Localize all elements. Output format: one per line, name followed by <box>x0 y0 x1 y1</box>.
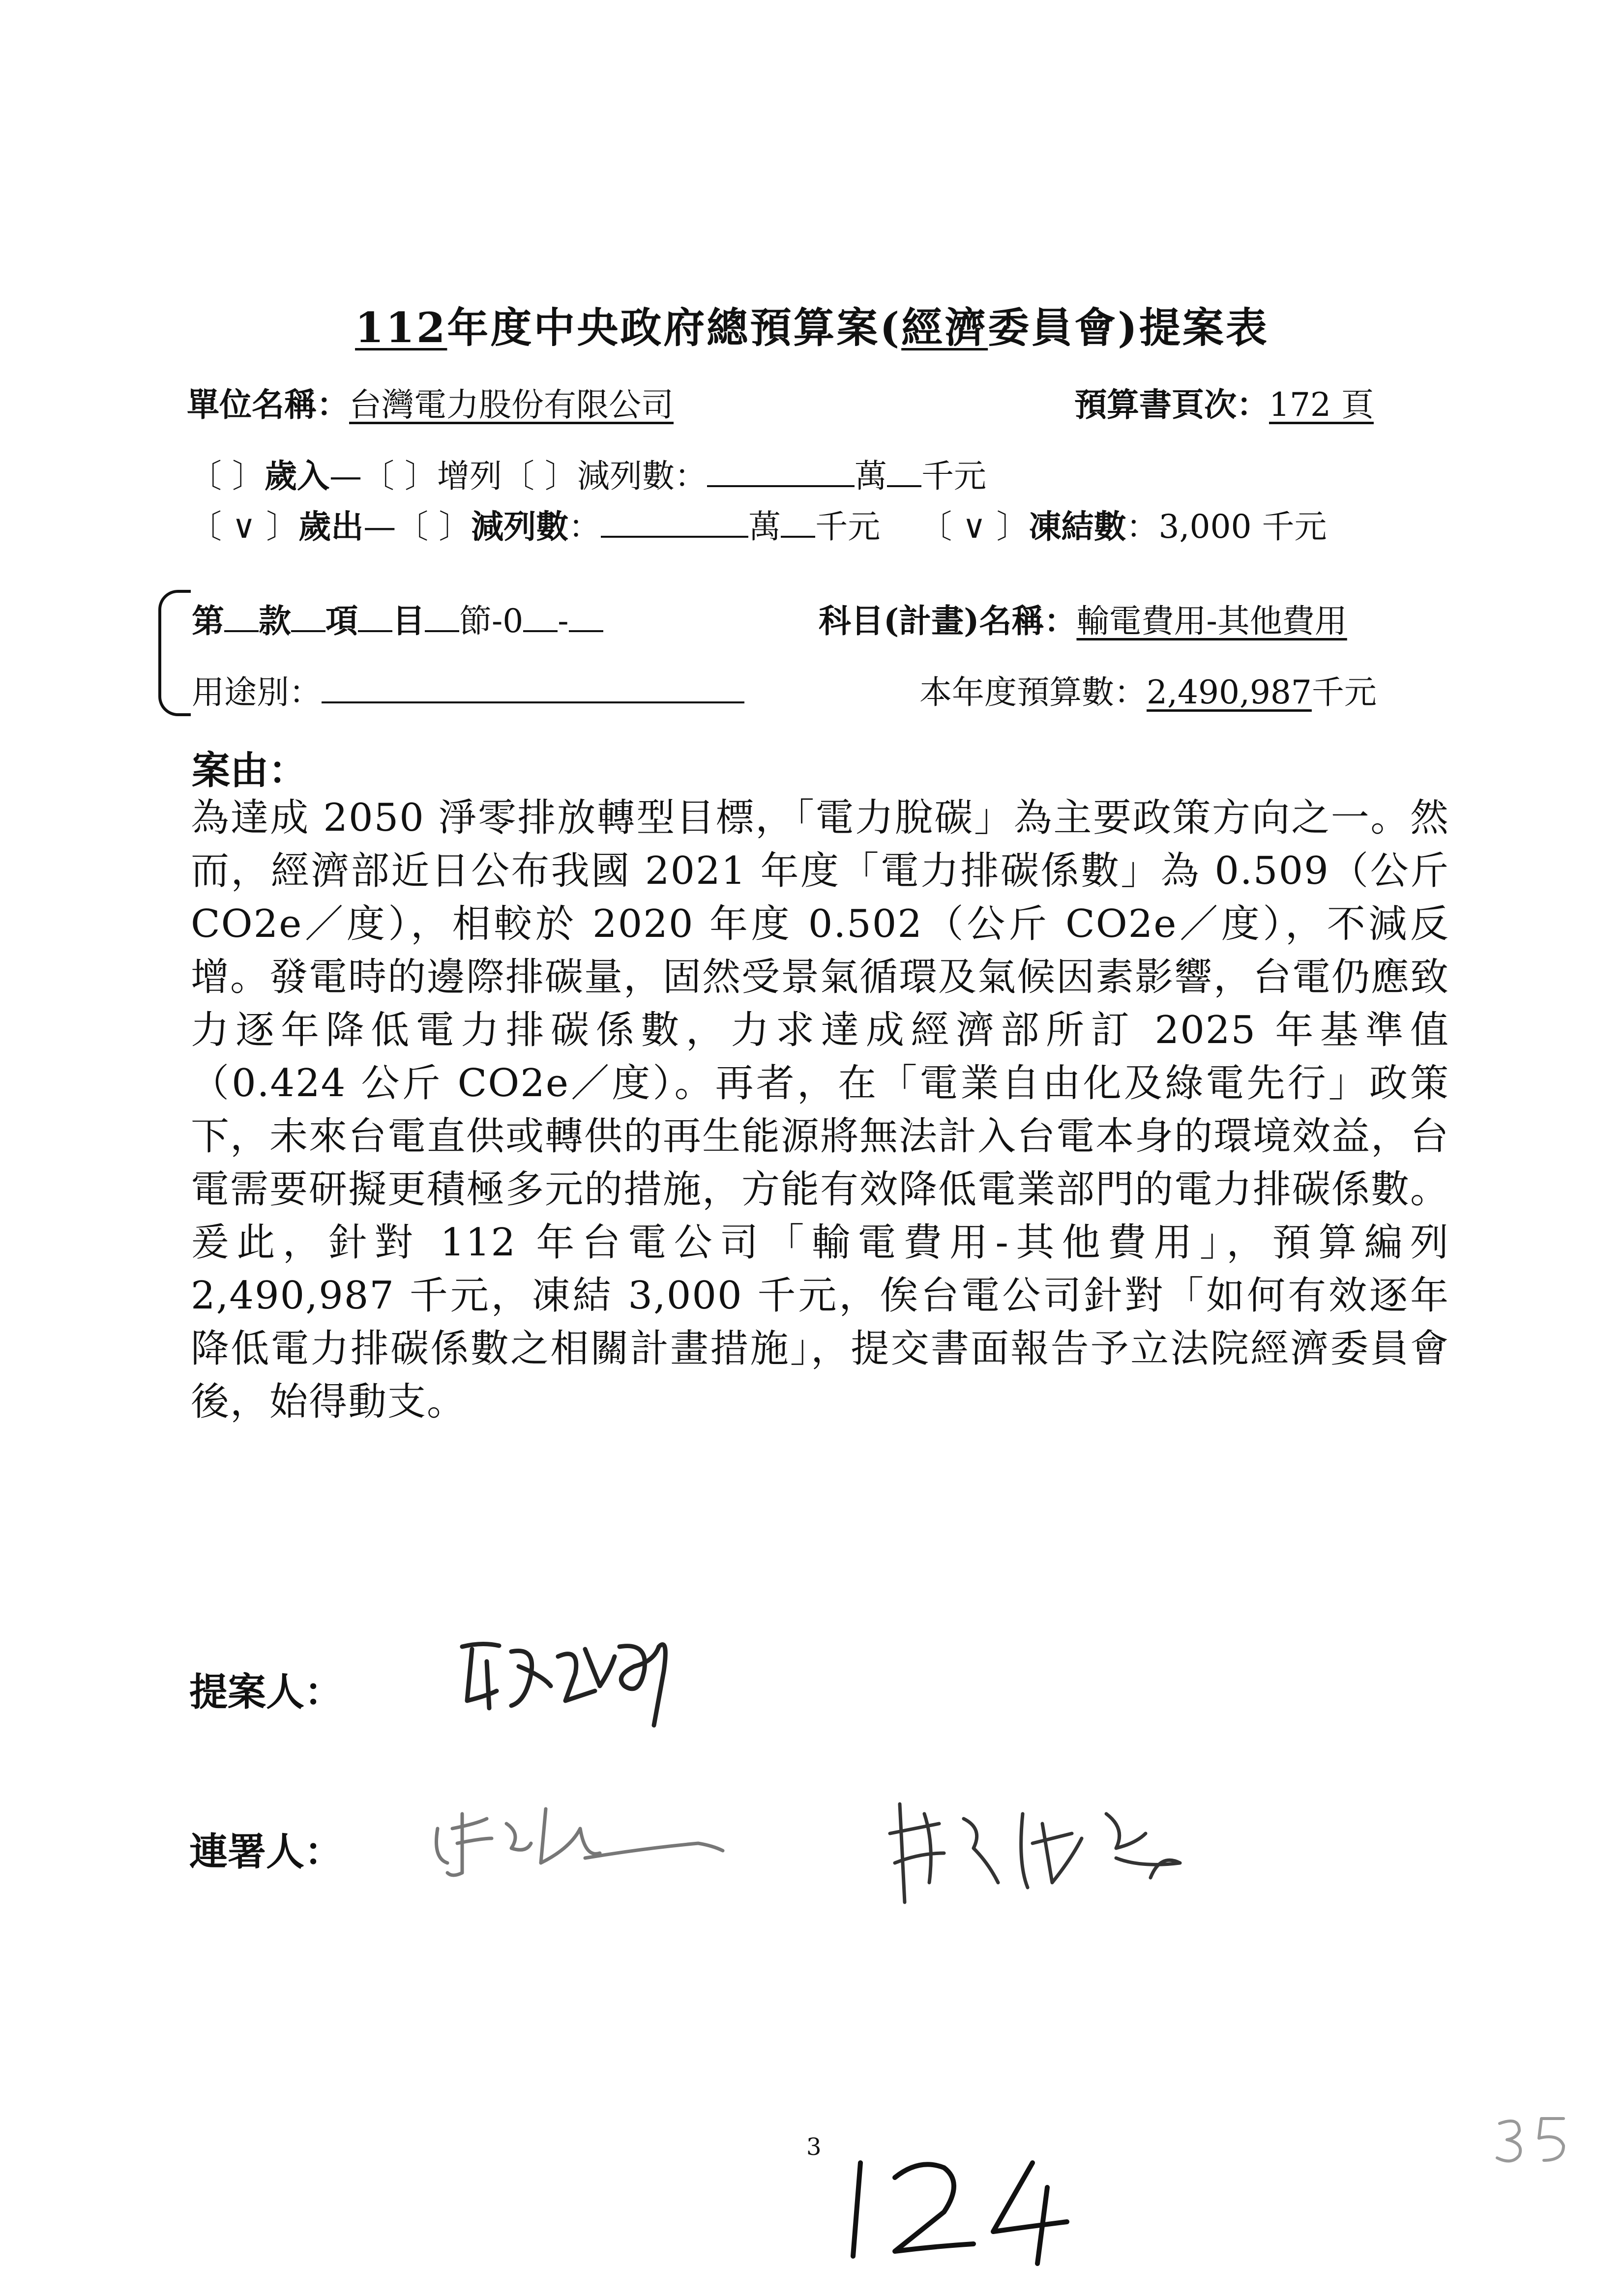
revenue-qian: 千元 <box>921 457 986 495</box>
freeze-box: 〔 ∨ 〕 <box>919 508 1029 546</box>
usage-label: 用途別： <box>192 673 322 711</box>
expense-colon: ： <box>568 508 601 546</box>
cosigner-signature-1 <box>423 1789 738 1888</box>
reason-paragraph-1: 為達成 2050 淨零排放轉型目標，「電力脫碳」為主要政策方向之一。然而，經濟部近日公布我國 2021 年度「電力排碳係數」為 0.509（公斤 CO2e／度），相較於 2020 年度 0.502（公斤 CO2e／度），不減反增。發電時的邊際排碳量，固然受景氣循環及氣候因素影響，台電仍應致力逐年降低電力排碳係數，力求達成經濟部所訂 2025 年基準值（0.424 公斤 CO2e／度）。再者，在「電業自由化及綠電先行」政策下，未來台電直供或轉供的再生能源將無法計入台電本身的環境效益，台電需要研擬更積極多元的措施，方能有效降低電業部門的電力排碳係數。 <box>191 796 1450 1212</box>
reason-label: 案由： <box>192 748 307 793</box>
proposer-signature <box>452 1627 708 1745</box>
freeze-label: 凍結數 <box>1029 507 1126 546</box>
unit-value: 台灣電力股份有限公司 <box>349 386 674 424</box>
subject-row <box>819 595 1347 641</box>
annual-budget-label: 本年度預算數： <box>919 673 1147 711</box>
xiang-blank <box>358 601 392 632</box>
usage-row <box>192 666 744 713</box>
subject-label: 科目(計畫)名稱： <box>819 602 1077 640</box>
item-mu: 目 <box>392 602 425 640</box>
unit-name-row <box>187 378 674 425</box>
expense-wan-blank <box>601 506 748 538</box>
cosigner-signature-2 <box>885 1784 1200 1922</box>
expense-reduce-label: 減列數 <box>471 507 569 546</box>
revenue-wan-blank <box>707 456 855 487</box>
title-year: 112 <box>355 303 447 352</box>
expense-box: 〔 ∨ 〕 <box>189 508 299 546</box>
kuan-blank <box>291 601 325 632</box>
revenue-wan: 萬 <box>854 457 887 495</box>
item-kuan: 款 <box>259 602 291 640</box>
handwritten-number <box>831 2148 1087 2276</box>
expense-label: 歲出 <box>298 507 364 546</box>
budget-page-row <box>1074 378 1374 425</box>
annual-budget-row <box>919 666 1377 713</box>
item-di: 第 <box>192 602 224 640</box>
revenue-qian-blank <box>887 456 921 487</box>
item-dash: - <box>558 602 569 640</box>
document-title <box>0 295 1624 354</box>
item-jie: 節-0 <box>459 602 524 640</box>
expense-options: —〔 〕 <box>363 508 472 546</box>
page-number: 3 <box>806 2133 822 2161</box>
jie-blank <box>523 601 558 632</box>
dash-blank <box>569 601 603 632</box>
budget-page-label: 預算書頁次： <box>1074 385 1269 424</box>
item-code-row <box>192 595 603 641</box>
subject-value: 輸電費用-其他費用 <box>1076 602 1347 640</box>
revenue-label: 歲入 <box>264 457 329 495</box>
expense-qian: 千元 <box>815 508 881 546</box>
mu-blank <box>425 601 459 632</box>
unit-label: 單位名稱： <box>187 385 349 424</box>
title-end: 委員會)提案表 <box>988 303 1269 352</box>
revenue-options: —〔 〕增列〔 〕減列數： <box>329 457 707 495</box>
usage-blank <box>322 672 744 703</box>
annual-budget-unit: 千元 <box>1311 673 1377 711</box>
di-blank <box>224 601 259 632</box>
title-middle: 年度中央政府總預算案( <box>447 303 902 352</box>
corner-handwritten-number <box>1490 2111 1588 2170</box>
item-xiang: 項 <box>325 602 358 640</box>
cosigner-label: 連署人： <box>189 1830 343 1874</box>
reason-body <box>191 791 1449 1428</box>
expense-qian-blank <box>781 506 815 538</box>
annual-budget-value: 2,490,987 <box>1147 673 1312 711</box>
title-committee: 經濟 <box>901 303 988 352</box>
reason-paragraph-2: 爰此，針對 112 年台電公司「輸電費用-其他費用」，預算編列 2,490,987 千元，凍結 3,000 千元，俟台電公司針對「如何有效逐年降低電力排碳係數之相關計畫措施」，提交書面報告予立法院經濟委員會後，始得動支。 <box>191 1221 1449 1424</box>
item-brace <box>158 590 191 716</box>
expense-line <box>189 500 1327 547</box>
expense-wan: 萬 <box>748 508 781 546</box>
revenue-line <box>189 450 986 496</box>
revenue-box: 〔 〕 <box>189 457 265 495</box>
freeze-value: ：3,000 千元 <box>1126 508 1327 546</box>
proposer-label: 提案人： <box>189 1670 343 1715</box>
budget-page-value: 172 頁 <box>1269 386 1374 424</box>
